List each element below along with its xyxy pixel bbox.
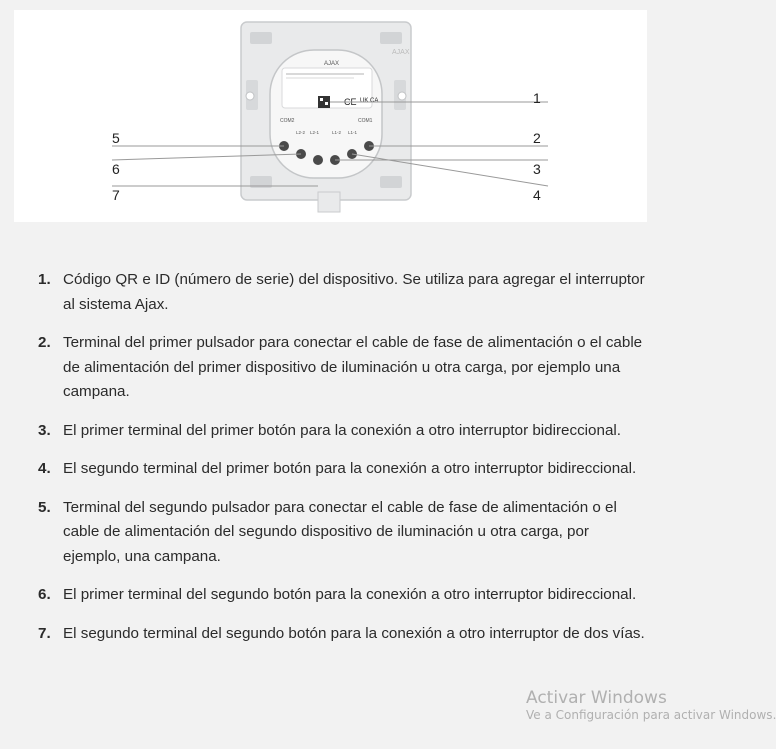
- list-item-text: Código QR e ID (número de serie) del dispositivo. Se utiliza para agregar el interruptor al sistema Ajax.: [63, 271, 645, 313]
- windows-activation-watermark: [526, 688, 776, 722]
- list-item: [0, 457, 661, 482]
- terminal-label: L2-2: [296, 130, 306, 135]
- list-item-text: El segundo terminal del primer botón para la conexión a otro interruptor bidireccional.: [63, 460, 637, 477]
- list-item-text: El primer terminal del segundo botón para la conexión a otro interruptor bidireccional.: [63, 586, 637, 603]
- switch-illustration: [14, 10, 647, 222]
- list-item: [0, 268, 661, 317]
- list-item: [0, 419, 661, 444]
- callout-number-2: 2: [533, 130, 541, 146]
- callout-number-4: 4: [533, 187, 541, 203]
- screw-hole: [398, 92, 406, 100]
- legend-list: [0, 268, 661, 660]
- frame-slot: [380, 32, 402, 44]
- corner-logo-text: AJAX: [392, 49, 410, 56]
- terminal-label: L1-1: [348, 130, 358, 135]
- terminal-screw: [313, 155, 323, 165]
- list-item: [0, 622, 661, 647]
- list-item-number: 2.: [38, 334, 51, 351]
- watermark-subtitle: Ve a Configuración para activar Windows.: [526, 708, 776, 722]
- watermark-title: Activar Windows: [526, 688, 667, 708]
- callout-number-3: 3: [533, 161, 541, 177]
- terminal-label: L1-2: [332, 130, 342, 135]
- callout-number-1: 1: [533, 90, 541, 106]
- list-item-text: Terminal del primer pulsador para conectar el cable de fase de alimentación o el cable de alimentación del primer dispositivo de iluminación u otra carga, por ejemplo una campana.: [63, 334, 643, 400]
- callout-number-7: 7: [112, 187, 120, 203]
- list-item-number: 5.: [38, 498, 51, 516]
- list-item-number: 3.: [38, 421, 51, 439]
- list-item-text: El segundo terminal del segundo botón para la conexión a otro interruptor de dos vías.: [63, 624, 645, 642]
- terminal-label: COM2: [280, 118, 295, 124]
- list-item-number: 1.: [38, 271, 51, 288]
- qr-code: [318, 96, 330, 108]
- list-item: [0, 583, 661, 608]
- list-item-number: 4.: [38, 460, 51, 477]
- callout-number-6: 6: [112, 161, 120, 177]
- list-item-number: 7.: [38, 624, 51, 642]
- list-item-number: 6.: [38, 586, 51, 603]
- ukca-mark: UK CA: [360, 98, 379, 104]
- frame-slot: [380, 176, 402, 188]
- terminal-label: L2-1: [310, 130, 320, 135]
- frame-slot: [250, 32, 272, 44]
- list-item: [0, 496, 661, 570]
- list-item-text: Terminal del segundo pulsador para conectar el cable de fase de alimentación o el cable de alimentación del segundo dispositivo de iluminación u otra carga, por ejemplo, una campana.: [63, 498, 617, 565]
- device-logo-text: AJAX: [324, 61, 340, 67]
- list-item-text: El primer terminal del primer botón para la conexión a otro interruptor bidireccional.: [63, 421, 621, 439]
- screw-hole: [246, 92, 254, 100]
- device-diagram: [14, 10, 647, 222]
- frame-tab: [318, 192, 340, 212]
- callout-number-5: 5: [112, 130, 120, 146]
- list-item: [0, 331, 661, 405]
- terminal-label: COM1: [358, 118, 373, 124]
- ce-mark: CE: [344, 97, 357, 107]
